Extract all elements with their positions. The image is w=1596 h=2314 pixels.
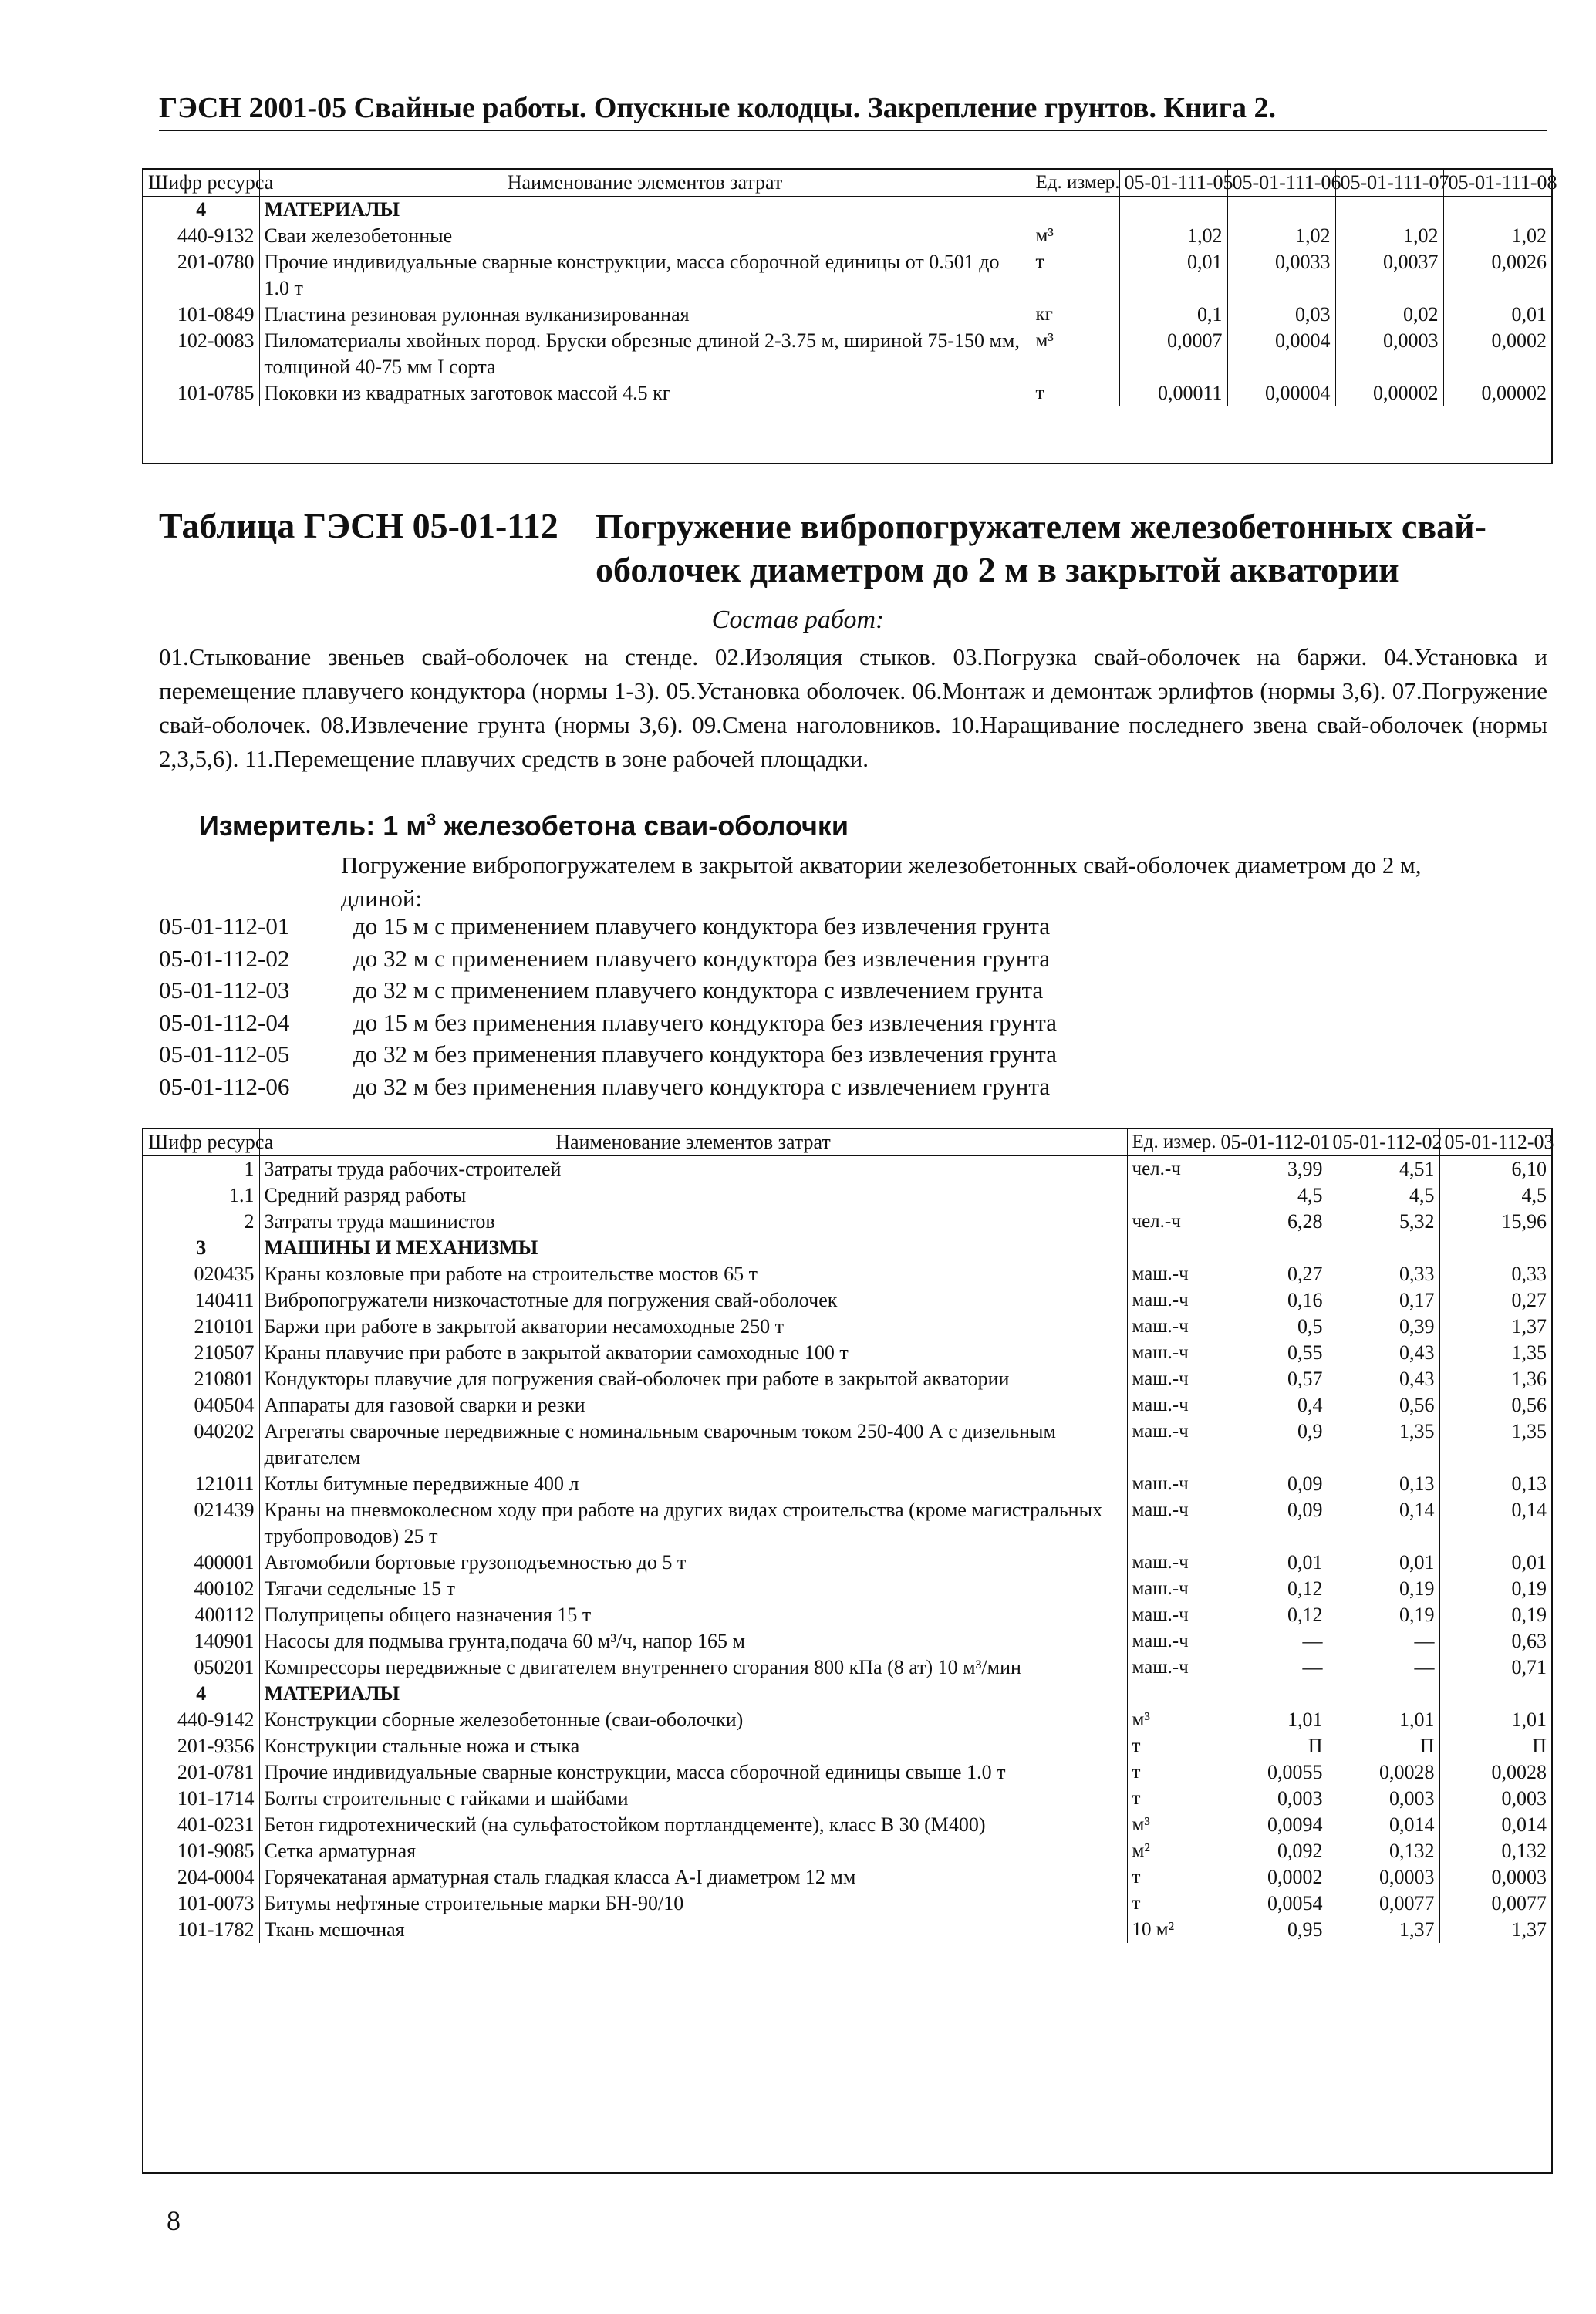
row-name: Вибропогружатели низкочастотные для погружения свай-оболочек [259, 1287, 1127, 1314]
code-description: до 15 м без применения плавучего кондуктора без извлечения грунта [353, 1008, 1057, 1036]
table-row [143, 1156, 1551, 1183]
row-code: 101-1782 [143, 1917, 259, 1943]
code-number: 05-01-112-01 [159, 912, 290, 939]
page-number: 8 [167, 2205, 181, 2236]
row-value: — [1216, 1655, 1328, 1681]
page-header: ГЭСН 2001-05 Свайные работы. Опускные колодцы. Закрепление грунтов. Книга 2. [159, 91, 1547, 131]
row-unit: маш.-ч [1127, 1602, 1216, 1628]
row-unit: маш.-ч [1127, 1261, 1216, 1287]
row-value: 0,01 [1511, 1551, 1547, 1574]
code-number: 05-01-112-05 [159, 1041, 290, 1068]
row-code: 400001 [143, 1550, 259, 1576]
row-name: МАТЕРИАЛЫ [259, 197, 1031, 224]
row-name: Пластина резиновая рулонная вулканизированная [259, 302, 1031, 328]
row-value: 6,10 [1511, 1158, 1547, 1180]
row-value [1335, 197, 1443, 224]
row-unit [1127, 1235, 1216, 1261]
row-code: 401-0231 [143, 1812, 259, 1838]
table-row [143, 1812, 1551, 1838]
code-item [159, 1007, 1057, 1039]
table-row [143, 249, 1551, 302]
row-value: 0,0094 [1216, 1812, 1328, 1838]
header-name: Наименование элементов затрат [259, 1129, 1127, 1156]
row-unit: чел.-ч [1127, 1156, 1216, 1183]
row-unit: маш.-ч [1127, 1366, 1216, 1392]
table-description: Погружение вибропогружателем железобетонных свай-оболочек диаметром до 2 м в закрытой акватории [596, 507, 1486, 589]
row-value: 4,5 [1521, 1184, 1547, 1206]
row-name: Компрессоры передвижные с двигателем внутреннего сгорания 800 кПа (8 ат) 10 м³/мин [259, 1655, 1127, 1681]
row-name: Конструкции сборные железобетонные (сваи-оболочки) [259, 1707, 1127, 1733]
row-value: 1,01 [1216, 1707, 1328, 1733]
code-number: 05-01-112-03 [159, 977, 290, 1004]
row-value: 0,01 [1216, 1550, 1328, 1576]
row-name: Котлы битумные передвижные 400 л [259, 1471, 1127, 1497]
row-value: 0,19 [1511, 1604, 1547, 1626]
row-value: 0,03 [1227, 302, 1335, 328]
row-value [1216, 1681, 1328, 1707]
header-col: 05-01-111-05 [1119, 170, 1227, 197]
row-value: 0,43 [1328, 1366, 1439, 1392]
row-unit: маш.-ч [1127, 1314, 1216, 1340]
row-value: — [1328, 1628, 1439, 1655]
row-unit: маш.-ч [1127, 1628, 1216, 1655]
row-value: 0,0026 [1491, 251, 1547, 273]
header-unit: Ед. измер. [1127, 1129, 1216, 1156]
code-description: до 32 м без применения плавучего кондуктора с извлечением грунта [353, 1072, 1051, 1100]
row-value: 0,14 [1328, 1497, 1439, 1550]
row-value: 0,0055 [1216, 1759, 1328, 1786]
row-value: 1,36 [1511, 1368, 1547, 1390]
row-code: 101-0073 [143, 1891, 259, 1917]
row-value: 0,0003 [1328, 1864, 1439, 1891]
row-name: Насосы для подмыва грунта,подача 60 м³/ч, напор 165 м [259, 1628, 1127, 1655]
row-value: 0,56 [1328, 1392, 1439, 1418]
code-description: до 32 м с применением плавучего кондуктора без извлечения грунта [353, 944, 1051, 972]
row-name: Агрегаты сварочные передвижные с номинальным сварочным током 250-400 А с дизельным двигателем [259, 1418, 1127, 1471]
table-row [143, 1891, 1551, 1917]
row-name: Ткань мешочная [259, 1917, 1127, 1943]
row-value: 0,0002 [1491, 329, 1547, 352]
table-row [143, 1681, 1551, 1707]
table-row [143, 1340, 1551, 1366]
row-value: 1,37 [1511, 1918, 1547, 1941]
row-value: 4,5 [1216, 1182, 1328, 1209]
row-code: 040202 [143, 1418, 259, 1471]
row-code: 400102 [143, 1576, 259, 1602]
row-value: 0,0007 [1119, 328, 1227, 380]
row-value: 0,71 [1511, 1656, 1547, 1678]
row-code: 101-0849 [143, 302, 259, 328]
row-name: Средний разряд работы [259, 1182, 1127, 1209]
table-row [143, 1366, 1551, 1392]
row-value [1119, 197, 1227, 224]
code-description: до 15 м с применением плавучего кондуктора без извлечения грунта [353, 912, 1051, 939]
row-code: 3 [143, 1235, 259, 1261]
row-name: Затраты труда машинистов [259, 1209, 1127, 1235]
code-number: 05-01-112-02 [159, 944, 290, 972]
code-item [159, 943, 1057, 975]
row-value: 6,28 [1216, 1209, 1328, 1235]
row-value [1439, 1681, 1551, 1707]
code-item [159, 974, 1057, 1007]
row-value: 0,57 [1216, 1366, 1328, 1392]
row-value: 1,37 [1328, 1917, 1439, 1943]
table-row [143, 1628, 1551, 1655]
table-row [143, 197, 1551, 224]
row-value: 0,01 [1328, 1550, 1439, 1576]
row-value: 0,19 [1328, 1576, 1439, 1602]
meter-line: Измеритель: 1 $м^3$ железобетона сваи-оболочки [199, 810, 849, 842]
row-name: Прочие индивидуальные сварные конструкции, масса сборочной единицы от 0.501 до 1.0 т [259, 249, 1031, 302]
row-code: 140411 [143, 1287, 259, 1314]
row-value [1328, 1235, 1439, 1261]
row-value: 0,95 [1216, 1917, 1328, 1943]
table-row [143, 1287, 1551, 1314]
intro-text: Погружение вибропогружателем в закрытой акватории железобетонных свай-оболочек диаметром до 2 м, длиной: [341, 852, 1422, 912]
table-row [143, 1838, 1551, 1864]
row-unit: маш.-ч [1127, 1471, 1216, 1497]
table2-frame [142, 1128, 1553, 2174]
row-unit: маш.-ч [1127, 1287, 1216, 1314]
row-unit: т [1127, 1733, 1216, 1759]
table1 [143, 170, 1557, 406]
row-name: Прочие индивидуальные сварные конструкции, масса сборочной единицы свыше 1.0 т [259, 1759, 1127, 1786]
row-unit: т [1031, 249, 1119, 302]
table-row [143, 223, 1551, 249]
row-value: 0,09 [1216, 1497, 1328, 1550]
row-value: 0,014 [1501, 1813, 1547, 1836]
row-value: 0,003 [1501, 1787, 1547, 1810]
code-description: до 32 м без применения плавучего кондуктора без извлечения грунта [353, 1041, 1057, 1068]
table-row [143, 1392, 1551, 1418]
row-value: П [1328, 1733, 1439, 1759]
row-code: 2 [143, 1209, 259, 1235]
row-unit: кг [1031, 302, 1119, 328]
row-value: 0,01 [1511, 303, 1547, 326]
row-code: 102-0083 [143, 328, 259, 380]
header-code: Шифр ресурса [143, 170, 259, 197]
table-row [143, 1314, 1551, 1340]
row-code: 201-9356 [143, 1733, 259, 1759]
row-value [1227, 197, 1335, 224]
row-value: 0,4 [1216, 1392, 1328, 1418]
row-unit: м² [1127, 1838, 1216, 1864]
table-row [143, 1707, 1551, 1733]
row-name: Конструкции стальные ножа и стыка [259, 1733, 1127, 1759]
row-value: 0,33 [1511, 1263, 1547, 1285]
code-number: 05-01-112-06 [159, 1072, 290, 1100]
row-value [1443, 197, 1551, 224]
table-row [143, 1235, 1551, 1261]
row-unit [1127, 1681, 1216, 1707]
table-row [143, 1786, 1551, 1812]
header-code: Шифр ресурса [143, 1129, 259, 1156]
row-value: 0,56 [1511, 1394, 1547, 1416]
row-value: 0,0003 [1491, 1866, 1547, 1888]
row-value: 0,39 [1328, 1314, 1439, 1340]
row-name: Полуприцепы общего назначения 15 т [259, 1602, 1127, 1628]
header-name: Наименование элементов затрат [259, 170, 1031, 197]
row-code: 101-9085 [143, 1838, 259, 1864]
row-value: 1,35 [1511, 1420, 1547, 1442]
table-row [143, 1917, 1551, 1943]
row-value: 0,12 [1216, 1576, 1328, 1602]
table-row [143, 1418, 1551, 1471]
row-value: 0,0037 [1335, 249, 1443, 302]
table-row [143, 1550, 1551, 1576]
row-value: 0,5 [1216, 1314, 1328, 1340]
row-code: 4 [143, 1681, 259, 1707]
row-name: Битумы нефтяные строительные марки БН-90/10 [259, 1891, 1127, 1917]
row-value: 15,96 [1501, 1210, 1547, 1233]
row-value: 0,003 [1328, 1786, 1439, 1812]
row-value: 0,0003 [1335, 328, 1443, 380]
table-row [143, 1209, 1551, 1235]
row-name: Краны на пневмоколесном ходу при работе на других видах строительства (кроме магистральных трубопроводов) 25 т [259, 1497, 1127, 1550]
row-unit: маш.-ч [1127, 1655, 1216, 1681]
row-name: Болты строительные с гайками и шайбами [259, 1786, 1127, 1812]
row-value: 0,0028 [1491, 1761, 1547, 1783]
row-value: — [1216, 1628, 1328, 1655]
row-value: 0,9 [1216, 1418, 1328, 1471]
row-value: 0,0002 [1216, 1864, 1328, 1891]
row-unit: маш.-ч [1127, 1340, 1216, 1366]
row-name: Бетон гидротехнический (на сульфатостойком портландцементе), класс В 30 (М400) [259, 1812, 1127, 1838]
row-code: 4 [143, 197, 259, 224]
row-value: 0,00004 [1227, 380, 1335, 406]
table-row [143, 1733, 1551, 1759]
row-name: Автомобили бортовые грузоподъемностью до 5 т [259, 1550, 1127, 1576]
row-value: 1,35 [1511, 1341, 1547, 1364]
table-row [143, 1261, 1551, 1287]
row-unit: т [1127, 1864, 1216, 1891]
row-unit: маш.-ч [1127, 1497, 1216, 1550]
row-value: 0,13 [1328, 1471, 1439, 1497]
code-item [159, 1071, 1057, 1103]
table-row [143, 1576, 1551, 1602]
row-value: 3,99 [1216, 1156, 1328, 1183]
row-value: 1,01 [1328, 1707, 1439, 1733]
table-row [143, 380, 1551, 406]
row-name: Поковки из квадратных заготовок массой 4.5 кг [259, 380, 1031, 406]
code-description: до 32 м с применением плавучего кондуктора с извлечением грунта [353, 977, 1044, 1004]
row-unit: маш.-ч [1127, 1550, 1216, 1576]
row-value: 1,01 [1511, 1709, 1547, 1731]
header-unit: Ед. измер. [1031, 170, 1119, 197]
row-code: 140901 [143, 1628, 259, 1655]
row-name: Затраты труда рабочих-строителей [259, 1156, 1127, 1183]
row-name: МАШИНЫ И МЕХАНИЗМЫ [259, 1235, 1127, 1261]
composition-text: 01.Стыкование звеньев свай-оболочек на стенде. 02.Изоляция стыков. 03.Погрузка свай-оболочек на баржи. 04.Установка и перемещение плавучего кондуктора (нормы 1-3). 05.Установка оболочек. 06.Монтаж и демонтаж эрлифтов (нормы 3,6). 07.Погружение свай-оболочек. 08.Извлечение грунта (нормы 3,6). 09.Смена наголовников. 10.Наращивание последнего звена свай-оболочек (нормы 2,3,5,6). 11.Перемещение плавучих средств в зоне рабочей площадки. [159, 643, 1547, 772]
row-code: 020435 [143, 1261, 259, 1287]
row-unit: м³ [1031, 223, 1119, 249]
header-col: 05-01-111-06 [1227, 170, 1335, 197]
row-value: 0,14 [1511, 1499, 1547, 1521]
header-col: 05-01-112-03 [1439, 1129, 1551, 1156]
row-name: Пиломатериалы хвойных пород. Бруски обрезные длиной 2-3.75 м, шириной 75-150 мм, толщиной 40-75 мм I сорта [259, 328, 1031, 380]
row-value: 0,132 [1501, 1840, 1547, 1862]
row-unit: маш.-ч [1127, 1418, 1216, 1471]
row-value: 0,132 [1328, 1838, 1439, 1864]
row-value: 0,01 [1119, 249, 1227, 302]
row-value: 0,0054 [1216, 1891, 1328, 1917]
row-name: МАТЕРИАЛЫ [259, 1681, 1127, 1707]
row-code: 101-0785 [143, 380, 259, 406]
table-row [143, 328, 1551, 380]
row-unit: т [1127, 1891, 1216, 1917]
row-value: 0,13 [1511, 1472, 1547, 1495]
row-unit [1127, 1182, 1216, 1209]
row-code: 440-9132 [143, 223, 259, 249]
row-code: 121011 [143, 1471, 259, 1497]
row-unit: чел.-ч [1127, 1209, 1216, 1235]
table-row [143, 1655, 1551, 1681]
code-list [159, 910, 1057, 1102]
row-unit: т [1127, 1786, 1216, 1812]
row-value [1439, 1235, 1551, 1261]
row-value: 0,17 [1328, 1287, 1439, 1314]
row-value: 0,0004 [1227, 328, 1335, 380]
header-col: 05-01-111-07 [1335, 170, 1443, 197]
row-value: 0,0077 [1491, 1892, 1547, 1914]
row-value: 0,16 [1216, 1287, 1328, 1314]
row-code: 201-0781 [143, 1759, 259, 1786]
table-row [143, 1759, 1551, 1786]
table-row [143, 302, 1551, 328]
row-value: П [1216, 1733, 1328, 1759]
row-value: 0,55 [1216, 1340, 1328, 1366]
row-code: 210101 [143, 1314, 259, 1340]
row-value: 0,63 [1511, 1630, 1547, 1652]
row-value: 0,19 [1328, 1602, 1439, 1628]
row-value: 0,092 [1216, 1838, 1328, 1864]
row-value: 4,51 [1328, 1156, 1439, 1183]
table-header-row [143, 1129, 1551, 1156]
row-unit: м³ [1127, 1812, 1216, 1838]
table-row [143, 1602, 1551, 1628]
row-unit: маш.-ч [1127, 1576, 1216, 1602]
row-code: 400112 [143, 1602, 259, 1628]
table-header-row [143, 170, 1551, 197]
row-value: 0,0077 [1328, 1891, 1439, 1917]
row-value: 1,02 [1119, 223, 1227, 249]
row-value: 4,5 [1328, 1182, 1439, 1209]
row-name: Кондукторы плавучие для погружения свай-оболочек при работе в закрытой акватории [259, 1366, 1127, 1392]
row-value: 0,19 [1511, 1577, 1547, 1600]
code-item [159, 1038, 1057, 1071]
row-unit [1031, 197, 1119, 224]
row-value: 0,014 [1328, 1812, 1439, 1838]
row-name: Краны плавучие при работе в закрытой акватории самоходные 100 т [259, 1340, 1127, 1366]
row-value: 1,02 [1335, 223, 1443, 249]
row-code: 021439 [143, 1497, 259, 1550]
row-name: Горячекатаная арматурная сталь гладкая класса А-I диаметром 12 мм [259, 1864, 1127, 1891]
row-code: 440-9142 [143, 1707, 259, 1733]
row-value: 0,09 [1216, 1471, 1328, 1497]
row-value: 5,32 [1328, 1209, 1439, 1235]
row-unit: т [1031, 380, 1119, 406]
row-value: 0,27 [1511, 1289, 1547, 1311]
row-value: П [1532, 1735, 1547, 1757]
row-value: 1,02 [1511, 224, 1547, 247]
code-item [159, 910, 1057, 943]
row-value: 0,00011 [1119, 380, 1227, 406]
row-unit: т [1127, 1759, 1216, 1786]
row-code: 101-1714 [143, 1786, 259, 1812]
table1-frame [142, 168, 1557, 464]
row-code: 204-0004 [143, 1864, 259, 1891]
row-code: 1.1 [143, 1182, 259, 1209]
row-name: Сваи железобетонные [259, 223, 1031, 249]
table-row [143, 1864, 1551, 1891]
row-value: 0,27 [1216, 1261, 1328, 1287]
table-title: Таблица ГЭСН 05-01-112 [159, 506, 558, 545]
row-value: 0,1 [1119, 302, 1227, 328]
row-value: 1,37 [1511, 1315, 1547, 1337]
table-row [143, 1497, 1551, 1550]
row-value: 0,12 [1216, 1602, 1328, 1628]
row-code: 050201 [143, 1655, 259, 1681]
row-name: Краны козловые при работе на строительстве мостов 65 т [259, 1261, 1127, 1287]
row-value [1216, 1235, 1328, 1261]
row-name: Сетка арматурная [259, 1838, 1127, 1864]
row-value: 0,33 [1328, 1261, 1439, 1287]
table2 [143, 1129, 1554, 1943]
row-code: 1 [143, 1156, 259, 1183]
row-value: 0,003 [1216, 1786, 1328, 1812]
header-col: 05-01-112-02 [1328, 1129, 1439, 1156]
row-code: 201-0780 [143, 249, 259, 302]
row-unit: 10 м² [1127, 1917, 1216, 1943]
row-value: 0,43 [1328, 1340, 1439, 1366]
row-value: 0,0028 [1328, 1759, 1439, 1786]
table-row [143, 1182, 1551, 1209]
row-name: Баржи при работе в закрытой акватории несамоходные 250 т [259, 1314, 1127, 1340]
row-value: 1,35 [1328, 1418, 1439, 1471]
composition-title: Состав работ: [711, 605, 885, 634]
row-unit: маш.-ч [1127, 1392, 1216, 1418]
row-value: 1,02 [1227, 223, 1335, 249]
row-value: — [1328, 1655, 1439, 1681]
code-number: 05-01-112-04 [159, 1008, 290, 1036]
row-code: 210507 [143, 1340, 259, 1366]
row-code: 210801 [143, 1366, 259, 1392]
row-unit: м³ [1031, 328, 1119, 380]
row-unit: м³ [1127, 1707, 1216, 1733]
row-value [1328, 1681, 1439, 1707]
row-value: 0,02 [1335, 302, 1443, 328]
row-value: 0,00002 [1335, 380, 1443, 406]
row-code: 040504 [143, 1392, 259, 1418]
row-value: 0,0033 [1227, 249, 1335, 302]
row-value: 0,00002 [1481, 382, 1547, 404]
row-name: Аппараты для газовой сварки и резки [259, 1392, 1127, 1418]
table-row [143, 1471, 1551, 1497]
row-name: Тягачи седельные 15 т [259, 1576, 1127, 1602]
header-col: 05-01-111-08 [1443, 170, 1551, 197]
header-col: 05-01-112-01 [1216, 1129, 1328, 1156]
